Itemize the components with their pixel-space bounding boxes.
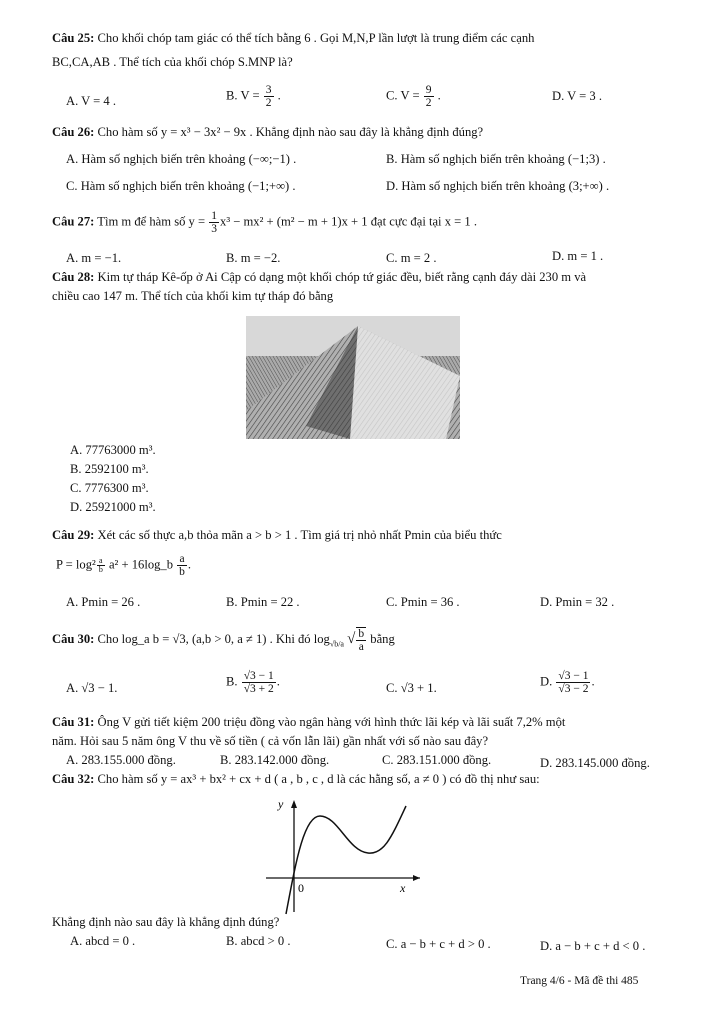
q25-label: Câu 25: <box>52 31 95 45</box>
q30-option-b: B. $\frac{√3 - 1}{√3 + 2}$ . <box>226 670 280 695</box>
q30-option-c: C. √3 + 1. <box>386 681 437 695</box>
q32-option-b: B. abcd > 0 . <box>226 934 291 948</box>
q30-option-a: A. √3 − 1. <box>66 681 118 695</box>
q26-question: Câu 26: Cho hàm số y = x³ − 3x² − 9x . Khẳng định nào sau đây là khẳng định đúng? <box>52 125 484 139</box>
q29-expression: P = log² $\frac{a}{b}$ a² + 16log_b $\frac{a}{b}$ . <box>56 553 192 578</box>
q29-option-b: B. Pmin = 22 . <box>226 595 300 609</box>
q30-log-base: √b/a <box>329 639 344 649</box>
q27-option-a: A. m = −1. <box>66 251 122 265</box>
graph-origin-label: 0 <box>298 881 304 895</box>
q26-option-b: B. Hàm số nghịch biến trên khoảng (−1;3) . <box>386 152 606 166</box>
q29-option-d: D. Pmin = 32 . <box>540 595 615 609</box>
q31-line1: Câu 31: Ông V gửi tiết kiệm 200 triệu đồng vào ngân hàng với hình thức lãi kép và lãi suất 7,2% một <box>52 715 566 729</box>
q28-option-b: B. 2592100 m³. <box>70 462 149 476</box>
graph-curve <box>286 806 406 914</box>
q30-root-fraction: $\frac{b}{a}$ <box>358 628 365 653</box>
q28-line1: Câu 28: Kim tự tháp Kê-ốp ở Ai Cập có dạng một khối chóp tứ giác đều, biết rằng cạnh đáy dài 230 m và <box>52 270 587 284</box>
q29-log-base: $\frac{a}{b}$ <box>98 555 103 574</box>
q26-option-d: D. Hàm số nghịch biến trên khoảng (3;+∞) . <box>386 179 610 193</box>
q28-option-a: A. 77763000 m³. <box>70 443 156 457</box>
q25-line2: BC,CA,AB . Thể tích của khối chóp S.MNP là? <box>52 55 293 69</box>
q25-option-d: D. V = 3 . <box>552 89 603 103</box>
q32-question: Câu 32: Cho hàm số y = ax³ + bx² + cx + d ( a , b , c , d là các hằng số, a ≠ 0 ) có đồ thị như sau: <box>52 772 540 786</box>
q32-option-d: D. a − b + c + d < 0 . <box>540 939 646 953</box>
graph-y-arrow <box>291 800 297 808</box>
q25-line1: Câu 25: Cho khối chóp tam giác có thể tích bằng 6 . Gọi M,N,P lần lượt là trung điểm các cạnh <box>52 31 535 45</box>
graph-x-label: x <box>400 881 406 895</box>
q25-option-a: A. V = 4 . <box>66 94 117 108</box>
q31-option-c: C. 283.151.000 đồng. <box>382 753 492 767</box>
q25-c-fraction: $\frac{9}{2}$ <box>425 84 432 109</box>
q31-option-d: D. 283.145.000 đồng. <box>540 756 650 770</box>
q26-option-c: C. Hàm số nghịch biến trên khoảng (−1;+∞) . <box>66 179 296 193</box>
q28-line2: chiều cao 147 m. Thể tích của khối kim tự tháp đó bằng <box>52 289 334 303</box>
q29-option-a: A. Pmin = 26 . <box>66 595 141 609</box>
q27-fraction: $\frac{1}{3}$ <box>211 210 218 235</box>
q32-option-a: A. abcd = 0 . <box>70 934 136 948</box>
q25-option-c: C. V = $\frac{9}{2}$ . <box>386 84 441 109</box>
q30-question: Câu 30: Cho log_a b = √3, (a,b > 0, a ≠ 1) . Khi đó $\log_{√b/a}$ √ $\frac{b}{a}$ bằng <box>52 628 395 653</box>
page-footer: Trang 4/6 - Mã đề thi 485 <box>520 975 639 987</box>
q28-option-d: D. 25921000 m³. <box>70 500 156 514</box>
pyramid-photo-svg <box>246 316 460 439</box>
graph-y-label: y <box>278 797 284 811</box>
q29-option-c: C. Pmin = 36 . <box>386 595 460 609</box>
q27-question: Câu 27: Tìm m để hàm số y = $\frac{1}{3}$ x³ − mx² + (m² − m + 1)x + 1 đạt cực đại tại x = 1 . <box>52 210 477 235</box>
graph-x-arrow <box>413 875 420 881</box>
q26-option-a: A. Hàm số nghịch biến trên khoảng (−∞;−1) . <box>66 152 297 166</box>
q28-option-c: C. 7776300 m³. <box>70 481 149 495</box>
q31-option-b: B. 283.142.000 đồng. <box>220 753 330 767</box>
q25-b-fraction: $\frac{3}{2}$ <box>265 84 272 109</box>
q30-b-fraction: $\frac{√3 - 1}{√3 + 2}$ <box>243 670 274 695</box>
q32-option-c: C. a − b + c + d > 0 . <box>386 937 491 951</box>
cubic-graph <box>256 796 426 916</box>
q25-option-b: B. V = $\frac{3}{2}$ . <box>226 84 281 109</box>
q30-d-fraction: $\frac{√3 - 1}{√3 - 2}$ <box>558 670 589 695</box>
q27-option-b: B. m = −2. <box>226 251 281 265</box>
q30-option-d: D. $\frac{√3 - 1}{√3 - 2}$ . <box>540 670 595 695</box>
q29-fraction: $\frac{a}{b}$ <box>179 553 185 578</box>
q31-option-a: A. 283.155.000 đồng. <box>66 753 176 767</box>
q29-question: Câu 29: Xét các số thực a,b thỏa mãn a > b > 1 . Tìm giá trị nhỏ nhất Pmin của biểu thức <box>52 528 502 542</box>
q31-line2: năm. Hỏi sau 5 năm ông V thu về số tiền ( cả vốn lẫn lãi) gần nhất với số nào sau đây? <box>52 734 489 748</box>
q32-prompt: Khẳng định nào sau đây là khẳng định đúng? <box>52 915 280 929</box>
pyramid-photo <box>246 316 460 439</box>
q27-option-d: D. m = 1 . <box>552 249 604 263</box>
q27-option-c: C. m = 2 . <box>386 251 437 265</box>
